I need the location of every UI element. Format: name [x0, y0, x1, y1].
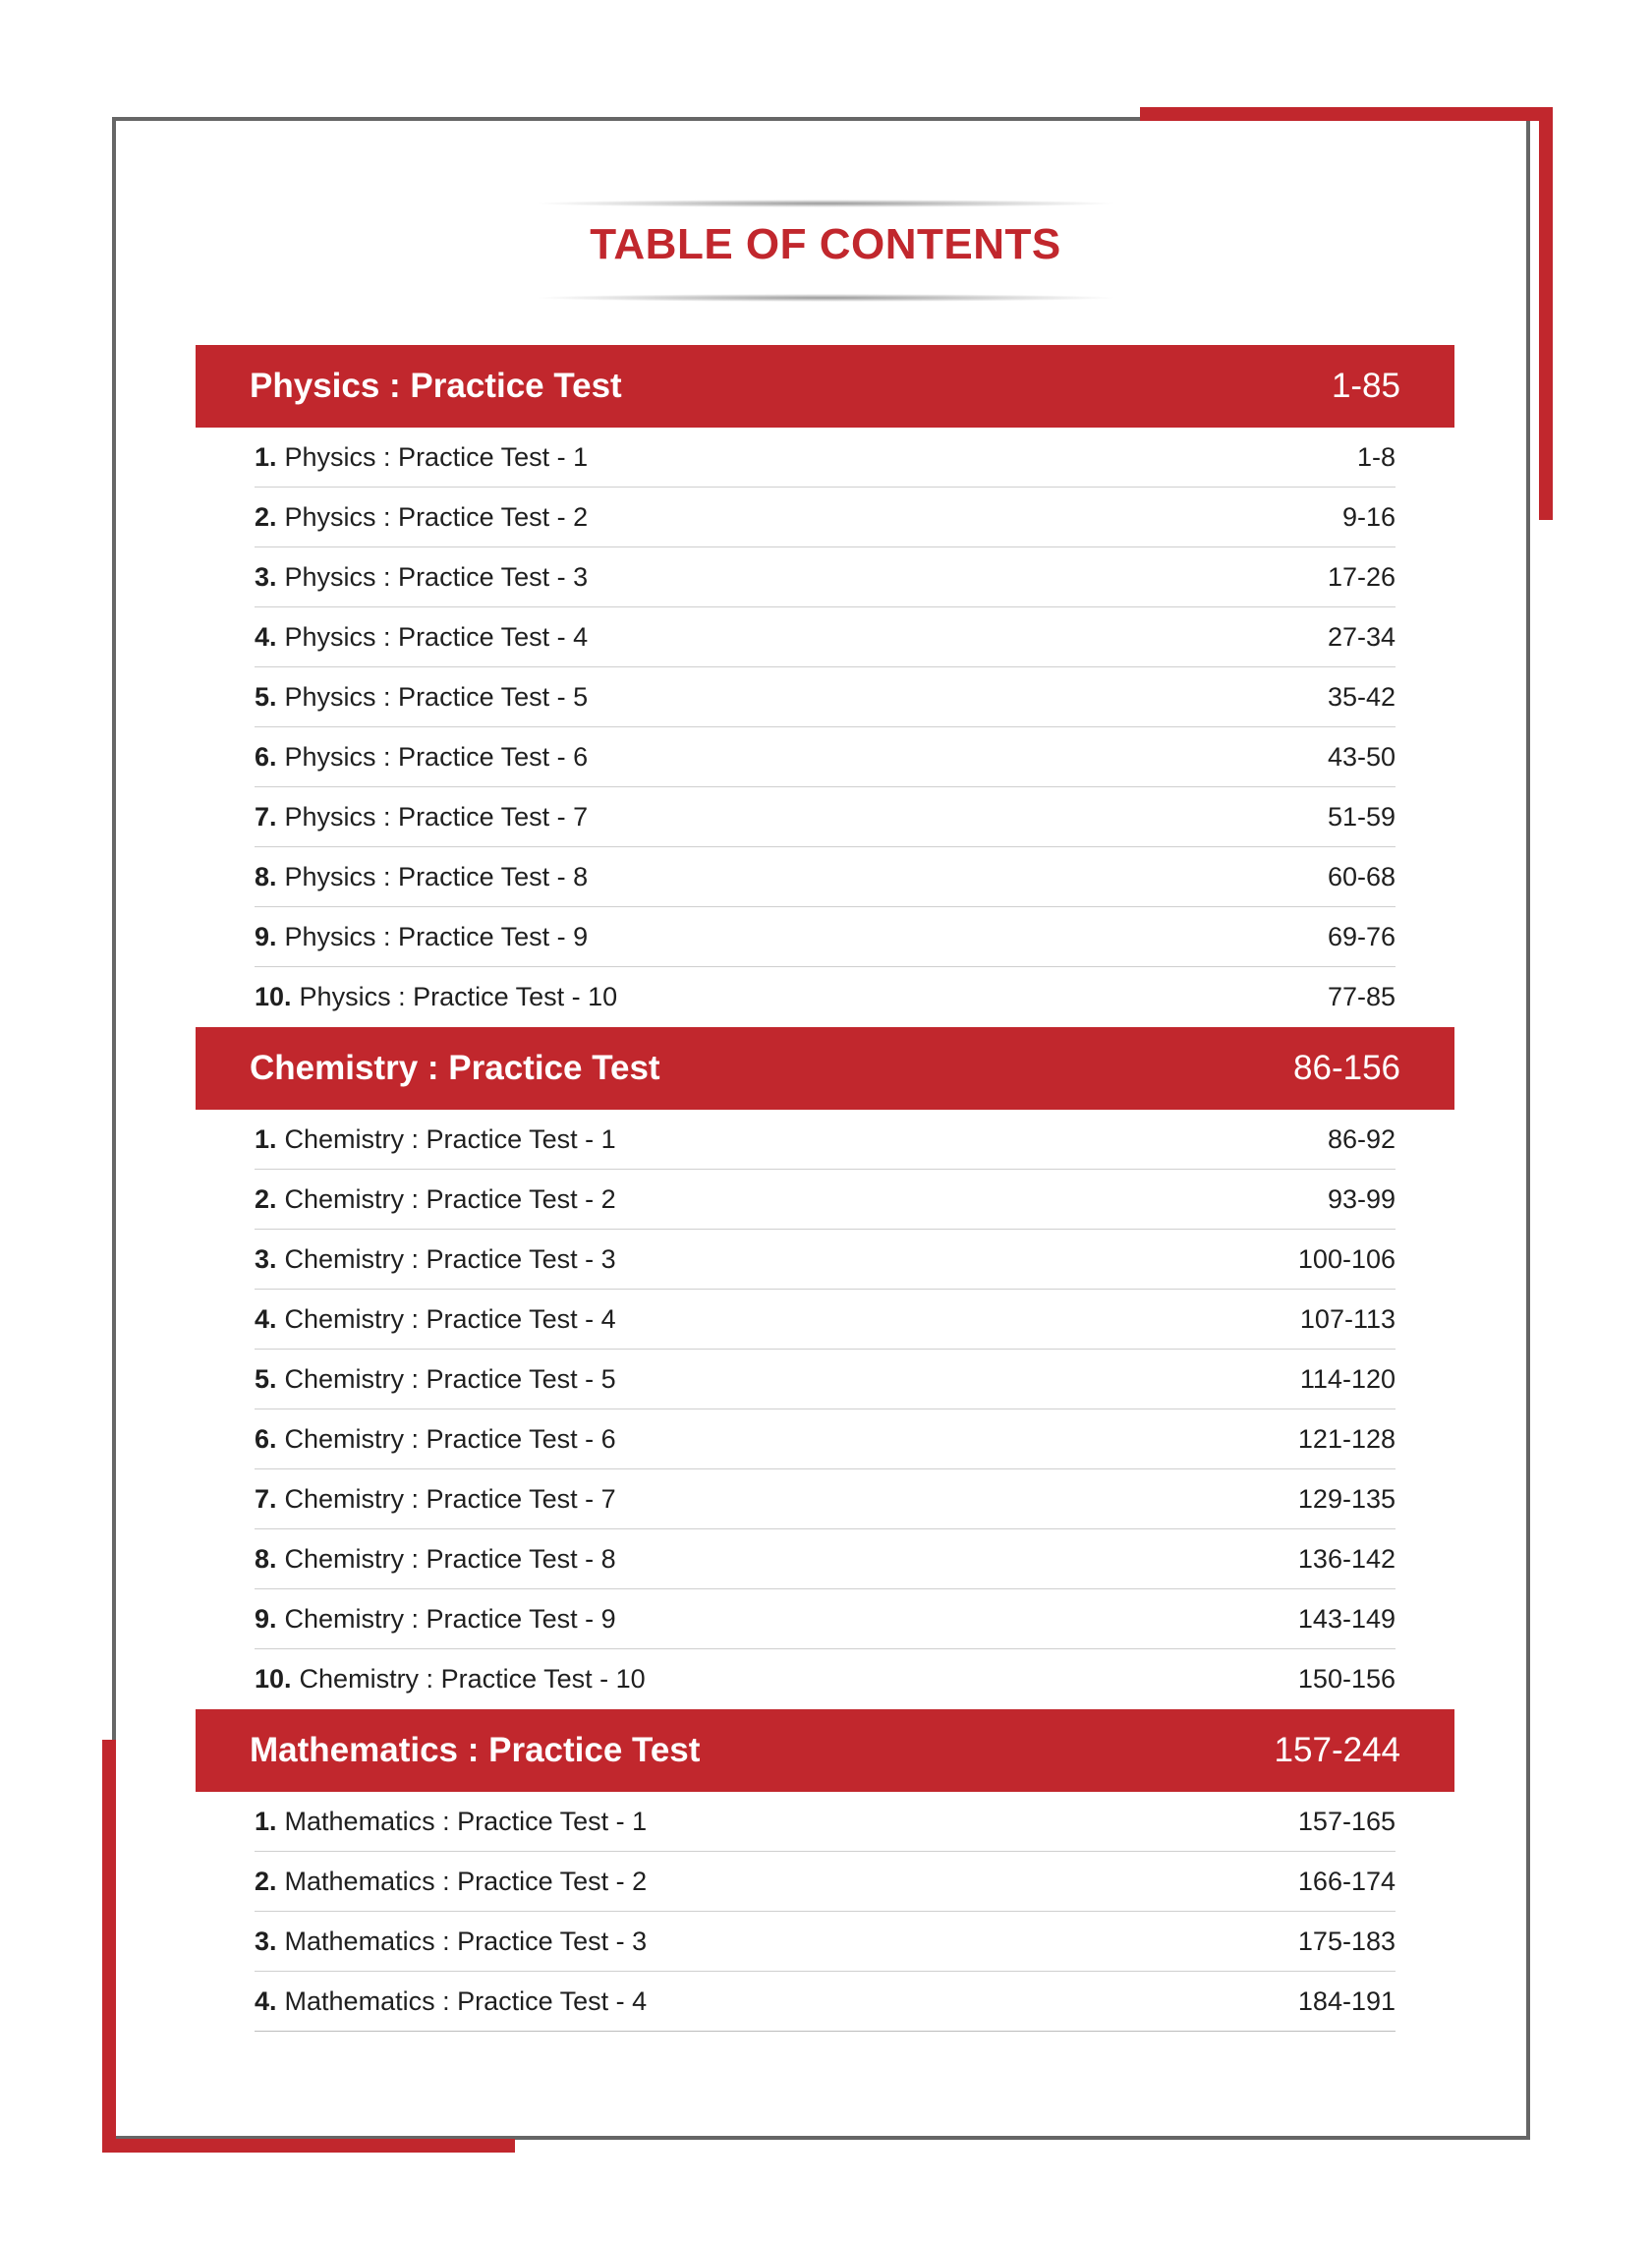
entry-number: 4. [255, 621, 277, 652]
entry-pages: 51-59 [1327, 801, 1396, 832]
entry-number: 8. [255, 861, 277, 891]
entry-number: 4. [255, 1303, 277, 1334]
toc-entry[interactable] [255, 847, 1396, 907]
toc-entry[interactable] [255, 967, 1396, 1027]
entry-pages: 166-174 [1297, 1866, 1396, 1896]
entry-label: Physics : Practice Test - 4 [284, 621, 589, 652]
section-header-chemistry[interactable] [196, 1027, 1454, 1110]
entry-number: 9. [255, 1603, 277, 1634]
entry-number: 1. [255, 441, 277, 472]
toc-entry[interactable] [255, 547, 1396, 607]
entry-pages: 86-92 [1327, 1123, 1396, 1154]
entry-pages: 35-42 [1327, 681, 1396, 712]
entry-label: Chemistry : Practice Test - 7 [284, 1483, 616, 1514]
entry-pages: 43-50 [1327, 741, 1396, 772]
toc-entry[interactable] [255, 488, 1396, 547]
toc-entry[interactable] [255, 1290, 1396, 1350]
entry-pages: 107-113 [1299, 1303, 1396, 1334]
entry-number: 6. [255, 1423, 277, 1454]
section-title: Chemistry : Practice Test [250, 1049, 660, 1087]
entry-label: Mathematics : Practice Test - 4 [284, 1985, 648, 2016]
toc-entry[interactable] [255, 607, 1396, 667]
title-rule-top [536, 199, 1115, 208]
entry-number: 3. [255, 1243, 277, 1274]
entry-label: Chemistry : Practice Test - 5 [284, 1363, 616, 1394]
frame-accent-top [1140, 107, 1553, 121]
entry-label: Physics : Practice Test - 7 [284, 801, 589, 832]
toc-entry[interactable] [255, 1110, 1396, 1170]
entry-pages: 69-76 [1327, 921, 1396, 951]
entry-pages: 114-120 [1299, 1363, 1396, 1394]
toc-entry[interactable] [255, 1469, 1396, 1529]
toc-entry[interactable] [255, 1230, 1396, 1290]
entry-number: 4. [255, 1985, 277, 2016]
entry-pages: 100-106 [1297, 1243, 1396, 1274]
toc-entry[interactable] [255, 667, 1396, 727]
entry-pages: 157-165 [1297, 1806, 1396, 1836]
title-rule-bottom [536, 293, 1115, 303]
entry-label: Physics : Practice Test - 3 [284, 561, 589, 592]
toc-entry[interactable] [255, 428, 1396, 488]
entry-pages: 60-68 [1327, 861, 1396, 891]
toc-entry[interactable] [255, 1912, 1396, 1972]
entry-pages: 1-8 [1356, 441, 1396, 472]
entry-number: 8. [255, 1543, 277, 1574]
entry-number: 10. [255, 982, 292, 1011]
section-entries-physics [196, 428, 1454, 1027]
toc-entry[interactable] [255, 1529, 1396, 1589]
entry-number: 5. [255, 681, 277, 712]
page-title: TABLE OF CONTENTS [590, 220, 1061, 268]
entry-pages: 121-128 [1297, 1423, 1396, 1454]
entry-label: Chemistry : Practice Test - 3 [284, 1243, 616, 1274]
toc-entry[interactable] [255, 1972, 1396, 2032]
frame-accent-left [102, 1740, 116, 2153]
frame-accent-right [1539, 107, 1553, 520]
entry-number: 9. [255, 921, 277, 951]
title-block [536, 199, 1115, 303]
section-header-physics[interactable] [196, 345, 1454, 428]
toc-entry[interactable] [255, 907, 1396, 967]
section-pages: 1-85 [1331, 367, 1400, 405]
section-pages: 86-156 [1293, 1049, 1400, 1087]
entry-label: Chemistry : Practice Test - 1 [284, 1123, 616, 1154]
entry-pages: 184-191 [1297, 1985, 1396, 2016]
entry-pages: 93-99 [1327, 1183, 1396, 1214]
section-entries-mathematics [196, 1792, 1454, 2032]
toc-entry[interactable] [255, 1409, 1396, 1469]
entry-pages: 129-135 [1297, 1483, 1396, 1514]
entry-label: Chemistry : Practice Test - 6 [284, 1423, 616, 1454]
entry-label: Physics : Practice Test - 6 [284, 741, 589, 772]
entry-label: Physics : Practice Test - 1 [284, 441, 589, 472]
section-header-mathematics[interactable] [196, 1709, 1454, 1792]
entry-label: Physics : Practice Test - 10 [299, 982, 618, 1011]
entry-number: 2. [255, 1183, 277, 1214]
entry-label: Chemistry : Practice Test - 8 [284, 1543, 616, 1574]
toc-entry[interactable] [255, 1852, 1396, 1912]
section-entries-chemistry [196, 1110, 1454, 1709]
entry-label: Chemistry : Practice Test - 4 [284, 1303, 616, 1334]
frame-accent-bottom [102, 2139, 515, 2153]
entry-label: Chemistry : Practice Test - 10 [299, 1664, 646, 1694]
toc-entry[interactable] [255, 1589, 1396, 1649]
entry-pages: 150-156 [1297, 1664, 1396, 1694]
entry-number: 1. [255, 1806, 277, 1836]
section-pages: 157-244 [1274, 1731, 1400, 1769]
entry-pages: 17-26 [1327, 561, 1396, 592]
toc-entry[interactable] [255, 1350, 1396, 1409]
entry-number: 3. [255, 561, 277, 592]
entry-number: 1. [255, 1123, 277, 1154]
section-title: Mathematics : Practice Test [250, 1731, 701, 1769]
entry-number: 5. [255, 1363, 277, 1394]
section-title: Physics : Practice Test [250, 367, 622, 405]
entry-number: 6. [255, 741, 277, 772]
toc-entry[interactable] [255, 727, 1396, 787]
entry-label: Physics : Practice Test - 5 [284, 681, 589, 712]
entry-label: Mathematics : Practice Test - 1 [284, 1806, 648, 1836]
entry-label: Physics : Practice Test - 8 [284, 861, 589, 891]
entry-label: Mathematics : Practice Test - 2 [284, 1866, 648, 1896]
entry-number: 2. [255, 501, 277, 532]
entry-pages: 175-183 [1297, 1926, 1396, 1956]
entry-label: Physics : Practice Test - 2 [284, 501, 589, 532]
entry-label: Chemistry : Practice Test - 9 [284, 1603, 616, 1634]
entry-number: 10. [255, 1664, 292, 1694]
entry-pages: 77-85 [1327, 982, 1396, 1011]
table-of-contents [196, 345, 1454, 2032]
toc-entry[interactable] [255, 1792, 1396, 1852]
toc-entry[interactable] [255, 787, 1396, 847]
entry-pages: 136-142 [1297, 1543, 1396, 1574]
entry-number: 7. [255, 801, 277, 832]
entry-label: Chemistry : Practice Test - 2 [284, 1183, 616, 1214]
toc-entry[interactable] [255, 1170, 1396, 1230]
toc-entry[interactable] [255, 1649, 1396, 1709]
entry-pages: 27-34 [1327, 621, 1396, 652]
entry-number: 7. [255, 1483, 277, 1514]
entry-pages: 143-149 [1297, 1603, 1396, 1634]
entry-number: 3. [255, 1926, 277, 1956]
entry-label: Physics : Practice Test - 9 [284, 921, 589, 951]
entry-label: Mathematics : Practice Test - 3 [284, 1926, 648, 1956]
entry-number: 2. [255, 1866, 277, 1896]
entry-pages: 9-16 [1341, 501, 1396, 532]
